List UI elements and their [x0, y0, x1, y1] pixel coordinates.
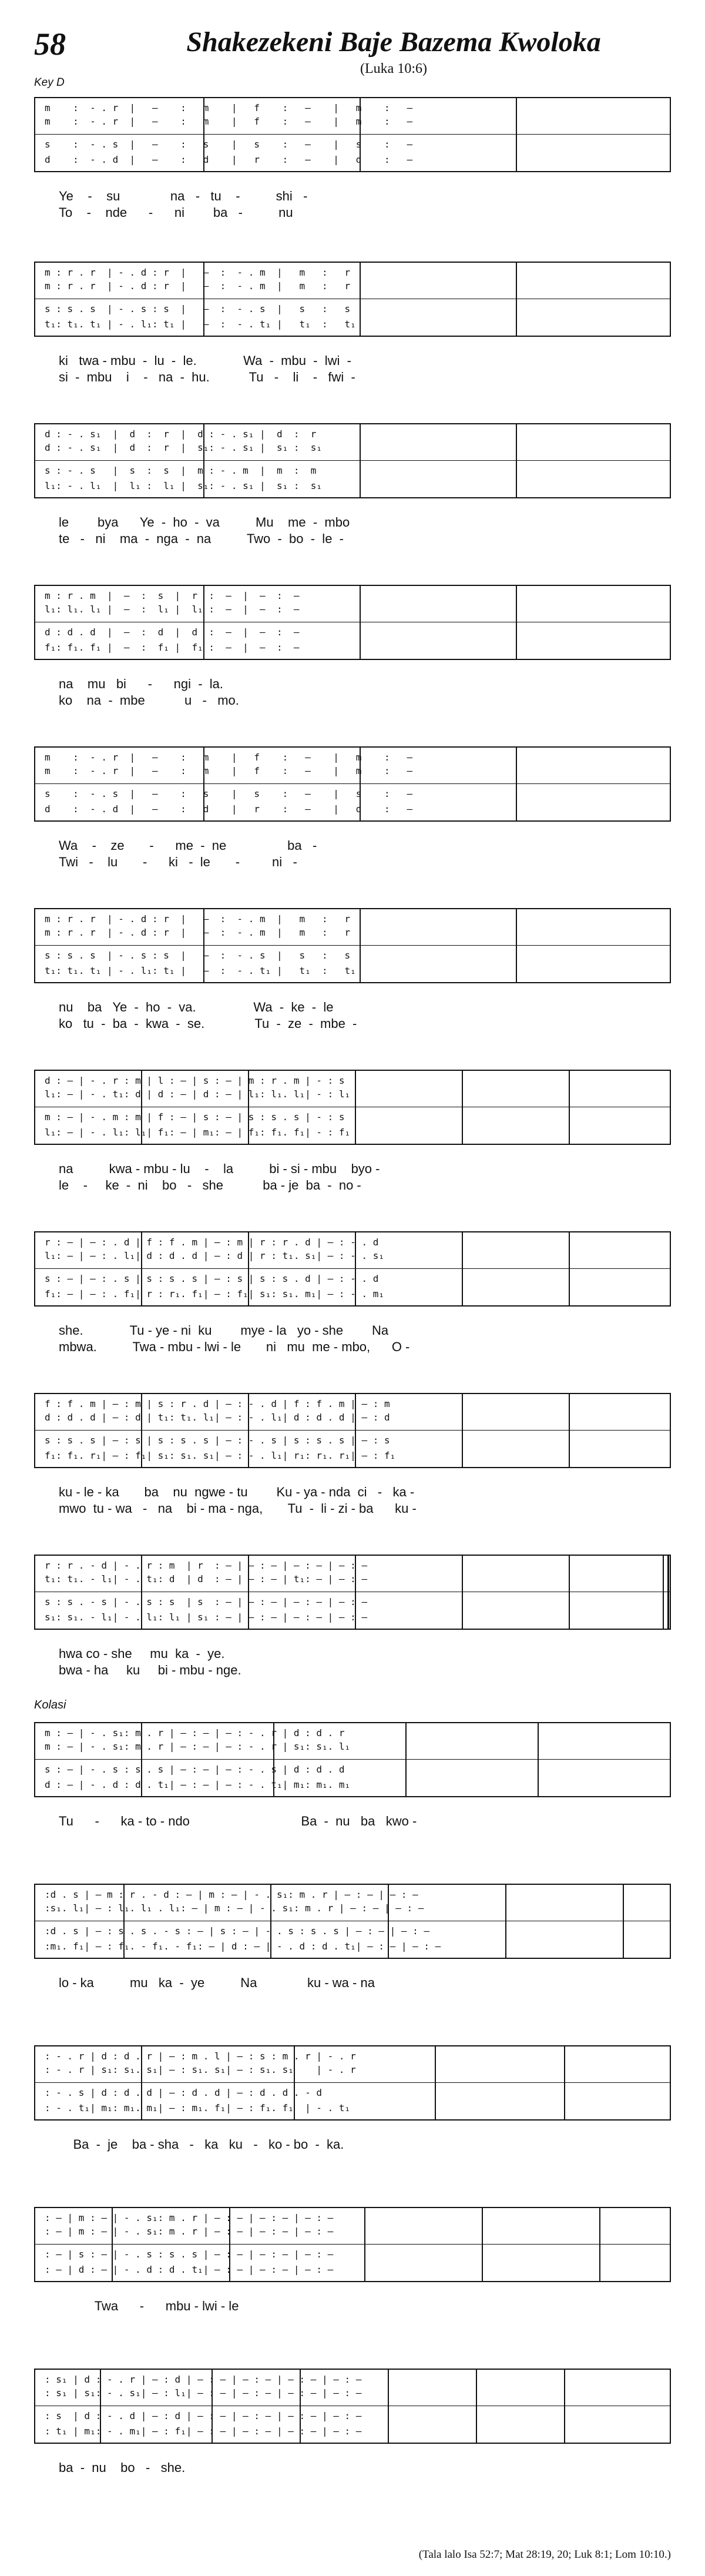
music-system-3 — [34, 423, 671, 552]
part-divider — [35, 783, 670, 784]
alto-line: d : d . d | — : d | t₁: t₁. l₁| — : - . l₁| d : d . d | — : d — [45, 1412, 390, 1423]
soprano-line: m : - . r | — : m | f : — | m : — — [45, 752, 413, 763]
bass-line: : - . t₁| m₁: m₁. m₁| — : m₁. f₁| — : f₁. f₁ | - . t₁ — [45, 2102, 351, 2113]
bass-line: : — | d : — | - . d : d . t₁| — : — | — : — | — : — — [45, 2264, 334, 2275]
soprano-line: f : f . m | — : m | s : r . d | — : - . d | f : f . m | — : m — [45, 1398, 390, 1409]
part-divider — [35, 460, 670, 461]
alto-line: m : — | - . s₁: m . r | — : — | — : - . r | s₁: s₁. l₁ — [45, 1741, 351, 1752]
soprano-line: m : r . m | — : s | r : — | — : — — [45, 590, 300, 601]
alto-line: l₁: l₁. l₁ | — : l₁ | l₁ : — | — : — — [45, 604, 300, 615]
alto-line: m : - . r | — : m | f : — | m : — — [45, 116, 413, 127]
bass-line: d : - . d | — : d | r : — | d : — — [45, 154, 413, 165]
staff-box — [34, 746, 671, 822]
music-system-2 — [34, 262, 671, 391]
lyric-line-2 — [59, 1830, 659, 1845]
lyric-line-2: ko tu - ba - kwa - se. Tu - ze - mbe - — [59, 1016, 357, 1031]
soprano-line: m : r . r | - . d : r | — : - . m | m : r — [45, 913, 351, 924]
alto-line: d : - . s₁ | d : r | s₁: - . s₁ | s₁ : s₁ — [45, 442, 323, 453]
soprano-line: d : — | - . r : m | l : — | s : — | m : r . m | - : s — [45, 1075, 345, 1086]
staff-box — [34, 1231, 671, 1307]
music-system-11 — [34, 1722, 671, 1851]
part-divider — [35, 1759, 670, 1760]
alto-line: m : - . r | — : m | f : — | m : — — [45, 765, 413, 776]
bass-line: :m₁. f₁| — : f₁. - f₁. - f₁: — | d : — | - . d : d . t₁| — : — | — : — — [45, 1941, 441, 1952]
staff-box — [34, 2045, 671, 2121]
lyric-line-1: she. Tu - ye - ni ku mye - la yo - she Na — [59, 1323, 389, 1338]
music-system-13 — [34, 2045, 671, 2175]
staff-box — [34, 585, 671, 660]
tenor-line: s : - . s | — : s | s : — | s : — — [45, 139, 413, 150]
lyric-line-1: lo - ka mu ka - ye Na ku - wa - na — [59, 1975, 375, 1990]
soprano-line: : — | m : — | - . s₁: m . r | — : — | — : — | — : — — [45, 2212, 334, 2223]
staff-box — [34, 1070, 671, 1145]
bass-line: f₁: — | — : . f₁| r : r₁. f₁| — : f₁| s₁: s₁. m₁| — : - . m₁ — [45, 1288, 384, 1299]
alto-line: : — | m : — | - . s₁: m . r | — : — | — : — | — : — — [45, 2226, 334, 2237]
lyric-line-2 — [59, 1992, 659, 2007]
bass-line: s₁: s₁. - l₁| - . l₁: l₁ | s₁ : — | — : — | — : — | — : — — [45, 1612, 368, 1623]
alto-line: : s₁ | s₁: - . s₁| — : l₁| — : — | — : — | — : — | — : — — [45, 2387, 362, 2399]
music-system-14 — [34, 2207, 671, 2336]
music-system-12 — [34, 1884, 671, 2013]
soprano-line: r : r . - d | - . r : m | r : — | — : — | — : — | — : — — [45, 1560, 368, 1571]
part-divider — [35, 1268, 670, 1269]
bass-line: f₁: f₁. r₁| — : f₁| s₁: s₁. s₁| — : - . l₁| r₁: r₁. r₁| — : f₁ — [45, 1450, 396, 1461]
staff-box — [34, 97, 671, 172]
bass-line: d : — | - . d : d . t₁| — : — | — : - . t₁| m₁: m₁. m₁ — [45, 1779, 351, 1790]
soprano-line: : s₁ | d : - . r | — : d | — : — | — : — | — : — | — : — — [45, 2374, 362, 2385]
tenor-line: s : — | - . s : s . s | — : — | — : - . s | d : d . d — [45, 1764, 345, 1775]
lyric-line-2: ko na - mbe u - mo. — [59, 693, 239, 708]
lyric-line-1: Ba - je ba - sha - ka ku - ko - bo - ka. — [59, 2137, 344, 2152]
lyric-line-2: mbwa. Twa - mbu - lwi - le ni mu me - mbo, O - — [59, 1339, 410, 1354]
lyric-line-1: Tu - ka - to - ndo Ba - nu ba kwo - — [59, 1814, 417, 1828]
bass-line: d : - . d | — : d | r : — | d : — — [45, 803, 413, 815]
tenor-line: :d . s | — : s . s . - s : — | s : — | - . s : s . s | — : — | — : — — [45, 1925, 430, 1937]
lyric-line-2: si - mbu i - na - hu. Tu - li - fwi - — [59, 370, 355, 384]
bass-line: t₁: t₁. t₁ | - . l₁: t₁ | — : - . t₁ | t₁ : t₁ — [45, 965, 356, 976]
tenor-line: d : d . d | — : d | d : — | — : — — [45, 627, 300, 638]
tenor-line: s : s . s | - . s : s | — : - . s | s : s — [45, 950, 351, 961]
chorus-label: Kolasi — [34, 1699, 66, 1711]
bass-line: t₁: t₁. t₁ | - . l₁: t₁ | — : - . t₁ | t₁ : t₁ — [45, 319, 356, 330]
soprano-line: m : — | - . s₁: m . r | — : — | — : - . r | d : d . r — [45, 1727, 345, 1738]
lyric-line-1: ba - nu bo - she. — [59, 2460, 186, 2475]
alto-line: m : r . r | - . d : r | — : - . m | m : r — [45, 280, 351, 292]
tenor-line: s : s . - s | - . s : s | s : — | — : — | — : — | — : — — [45, 1596, 368, 1607]
music-system-10 — [34, 1555, 671, 1684]
music-system-8 — [34, 1231, 671, 1361]
bass-line: l₁: — | - . l₁: l₁| f₁: — | m₁: — | f₁: f₁. f₁| - : f₁ — [45, 1127, 351, 1138]
music-system-7 — [34, 1070, 671, 1199]
staff-box — [34, 908, 671, 983]
tenor-line: m : — | - . m : m | f : — | s : — | s : s . s | - : s — [45, 1111, 345, 1123]
staff-box — [34, 2369, 671, 2444]
lyric-line-1: le bya Ye - ho - va Mu me - mbo — [59, 515, 350, 530]
tenor-line: : — | s : — | - . s : s . s | — : — | — : — | — : — — [45, 2249, 334, 2260]
lyric-line-2: te - ni ma - nga - na Two - bo - le - — [59, 531, 344, 546]
song-title: Shakezekeni Baje Bazema Kwoloka — [186, 26, 601, 58]
alto-line: t₁: t₁. - l₁| - . t₁: d | d : — | — : — | t₁: — | — : — — [45, 1573, 368, 1585]
music-system-9 — [34, 1393, 671, 1522]
soprano-line: : - . r | d : d . r | — : m . l | — : s : m . r | - . r — [45, 2051, 356, 2062]
lyric-line-1: nu ba Ye - ho - va. Wa - ke - le — [59, 1000, 334, 1014]
alto-line: m : r . r | - . d : r | — : - . m | m : r — [45, 927, 351, 938]
staff-box — [34, 262, 671, 337]
bass-line: f₁: f₁. f₁ | — : f₁ | f₁ : — | — : — — [45, 642, 300, 653]
soprano-line: d : - . s₁ | d : r | d : - . s₁ | d : r — [45, 428, 317, 440]
part-divider — [35, 945, 670, 946]
staff-box — [34, 423, 671, 498]
alto-line: l₁: — | - . t₁: d | d : — | d : — | l₁: l₁. l₁| - : l₁ — [45, 1088, 351, 1100]
staff-box — [34, 1555, 671, 1630]
soprano-line: :d . s | — m : r . - d : — | m : — | - . s₁: m . r | — : — | — : — — [45, 1889, 418, 1900]
lyric-line-1: na kwa - mbu - lu - la bi - si - mbu byo - — [59, 1161, 380, 1176]
bar-line — [663, 1556, 664, 1629]
lyric-line-2: Twi - lu - ki - le - ni - — [59, 855, 297, 869]
part-divider — [35, 134, 670, 135]
tenor-line: : - . s | d : d . d | — : d . d | — : d . d . - d — [45, 2087, 323, 2098]
staff-box — [34, 1393, 671, 1468]
part-divider — [35, 2082, 670, 2083]
alto-line: :s₁. l₁| — : l₁. l₁ . l₁: — | m : — | - . s₁: m . r | — : — | — : — — [45, 1902, 424, 1914]
soprano-line: m : - . r | — : m | f : — | m : — — [45, 102, 413, 113]
lyric-line-2 — [59, 2153, 659, 2169]
part-divider — [35, 1430, 670, 1431]
tenor-line: s : s . s | - . s : s | — : - . s | s : s — [45, 303, 351, 314]
tenor-line: s : - . s | — : s | s : — | s : — — [45, 788, 413, 799]
music-system-15 — [34, 2369, 671, 2498]
lyric-line-2: mwo tu - wa - na bi - ma - nga, Tu - li - zi - ba ku - — [59, 1501, 417, 1516]
alto-line: l₁: — | — : . l₁| d : d . d | — : d | r : t₁. s₁| — : - . s₁ — [45, 1250, 384, 1261]
lyric-line-2: To - nde - ni ba - nu — [59, 205, 293, 220]
bass-line: l₁: - . l₁ | l₁ : l₁ | s₁: - . s₁ | s₁ : s₁ — [45, 480, 323, 491]
lyric-line-2 — [59, 2477, 659, 2492]
lyric-line-1: Wa - ze - me - ne ba - — [59, 838, 317, 853]
staff-box — [34, 2207, 671, 2282]
key-signature: Key D — [34, 76, 65, 89]
music-system-4 — [34, 585, 671, 714]
scripture-reference: (Luka 10:6) — [360, 61, 427, 76]
tenor-line: s : - . s | s : s | m : - . m | m : m — [45, 465, 317, 476]
music-system-6 — [34, 908, 671, 1037]
lyric-line-1: Ye - su na - tu - shi - — [59, 189, 308, 203]
staff-box — [34, 1722, 671, 1797]
lyric-line-2: bwa - ha ku bi - mbu - nge. — [59, 1663, 241, 1677]
lyric-line-1: na mu bi - ngi - la. — [59, 676, 223, 691]
lyric-line-1: ku - le - ka ba nu ngwe - tu Ku - ya - nda ci - ka - — [59, 1485, 415, 1499]
staff-box — [34, 1884, 671, 1959]
lyric-line-2 — [59, 2315, 659, 2330]
lyric-line-1: Twa - mbu - lwi - le — [59, 2299, 239, 2313]
tenor-line: s : s . s | — : s | s : s . s | — : - . s | s : s . s | — : s — [45, 1435, 390, 1446]
soprano-line: r : — | — : . d | f : f . m | — : m | r : r . d | — : - . d — [45, 1237, 379, 1248]
soprano-line: m : r . r | - . d : r | — : - . m | m : r — [45, 267, 351, 278]
tenor-line: s : — | — : . s | s : s . s | — : s | s : s . d | — : - . d — [45, 1273, 379, 1284]
lyric-line-1: hwa co - she mu ka - ye. — [59, 1646, 225, 1661]
tenor-line: : s | d : - . d | — : d | — : — | — : — | — : — | — : — — [45, 2410, 362, 2421]
music-system-5 — [34, 746, 671, 876]
lyric-line-1: ki twa - mbu - lu - le. Wa - mbu - lwi - — [59, 353, 351, 368]
alto-line: : - . r | s₁: s₁. s₁| — : s₁. s₁| — : s₁. s₁ | - . r — [45, 2064, 356, 2075]
lyric-line-2: le - ke - ni bo - she ba - je ba - no - — [59, 1178, 361, 1192]
footer-references: (Tala lalo Isa 52:7; Mat 28:19, 20; Luk 8:1; Lom 10:10.) — [418, 2548, 671, 2561]
part-divider — [35, 2244, 670, 2245]
music-system-1 — [34, 97, 671, 226]
song-number: 58 — [34, 26, 66, 62]
bass-line: : t₁ | m₁: - . m₁| — : f₁| — : — | — : — | — : — | — : — — [45, 2426, 362, 2437]
